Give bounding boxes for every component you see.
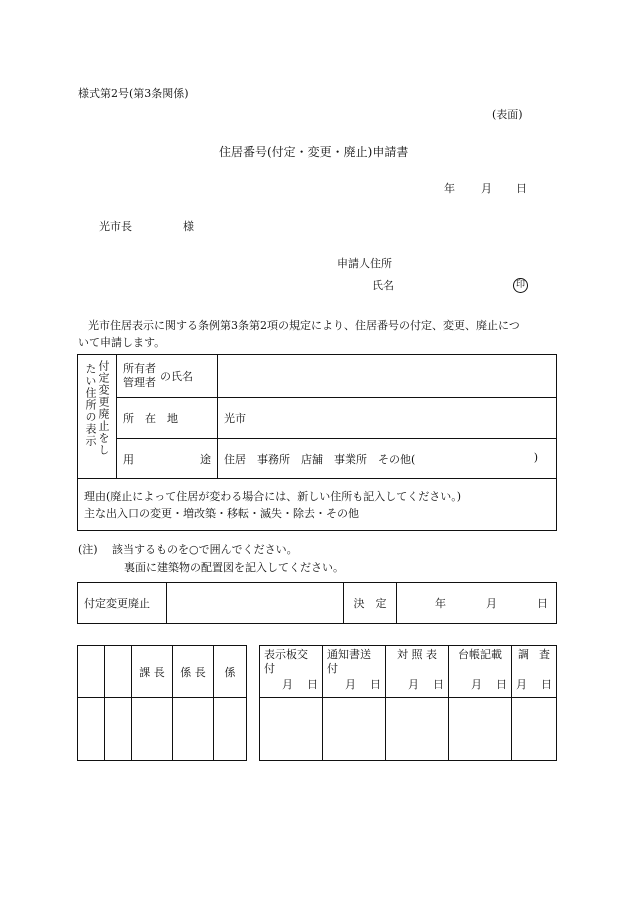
notes-line-2: 裏面に建築物の配置図を記入してください。 [124,561,344,574]
reason-line-2: 主な出入口の変更・増改築・移転・滅失・除去・その他 [84,506,359,520]
decision-label-cell [344,583,397,624]
process-col-2-label: 通知書送付 [327,648,371,675]
process-stamp-1[interactable] [260,698,323,761]
location-value: 光市 [224,412,246,425]
applicant-name-label: 氏名 [372,279,394,292]
process-col-4-label: 台帳記載 [458,648,502,661]
owner-label-manager: 管理者 [123,376,156,389]
process-stamp-4[interactable] [449,698,512,761]
process-col-4 [449,646,512,698]
vertical-label-a: 付定変更廃止をし [97,359,110,456]
date-month: 月 [481,182,492,195]
body-text-line-1: 光市住居表示に関する条例第3条第2項の規定により、住居番号の付定、変更、廃止につ [88,319,520,332]
process-col-1-day: 日 [307,678,318,691]
process-col-5-label-a: 調 [518,648,529,661]
approval-header-blank-1 [78,646,105,698]
body-text-line-2: いて申請します。 [78,336,166,349]
use-label-cell [117,439,218,479]
process-col-3-label: 対 照 表 [397,648,437,661]
section-chief-stamp[interactable] [132,698,173,761]
form-number: 様式第2号(第3条関係) [78,87,189,100]
staff-label: 係 [224,665,236,679]
process-table [259,645,557,761]
owner-value-cell[interactable] [218,355,557,398]
subsection-chief-stamp[interactable] [173,698,214,761]
location-value-cell[interactable] [218,398,557,439]
process-stamp-2[interactable] [323,698,386,761]
decision-label: 決 定 [353,597,387,610]
process-col-4-day: 日 [496,678,507,691]
mayor-label: 光市長 [99,220,132,233]
decision-month: 月 [486,597,497,610]
process-col-2-month: 月 [345,678,356,691]
owner-label-cell [117,355,218,398]
decision-table [77,582,557,624]
decision-date-cell[interactable] [397,583,557,624]
section-chief-header [132,646,173,698]
notes-label: (注) [78,543,98,556]
approval-stamp-2[interactable] [105,698,132,761]
decision-year: 年 [435,597,446,610]
process-stamp-3[interactable] [386,698,449,761]
use-options: 住居 事務所 店舗 事業所 その他( [224,452,416,466]
owner-label-owner: 所有者 [123,362,156,375]
owner-label-name: の氏名 [160,370,193,383]
decision-type-value-cell[interactable] [167,583,344,624]
section-chief-label: 課 長 [139,665,165,679]
process-col-1-label: 表示板交付 [264,648,308,675]
notes-line-1: 該当するものを○で囲んでください。 [112,543,298,556]
use-options-cell[interactable] [218,439,557,479]
decision-type-label-cell [78,583,167,624]
address-header-cell [78,355,117,479]
vertical-label-b: たい住所の表示 [84,362,97,447]
location-label-cell [117,398,218,439]
reason-line-1: 理由(廃止によって住居が変わる場合には、新しい住所も記入してください。) [84,489,462,503]
date-day: 日 [516,182,527,195]
use-label: 用 [123,452,134,466]
approval-stamp-1[interactable] [78,698,105,761]
process-col-5 [512,646,557,698]
use-label-end: 途 [200,452,211,466]
sama-label: 様 [183,220,194,233]
applicant-address-label: 申請人住所 [337,257,392,270]
process-col-1 [260,646,323,698]
reason-cell[interactable] [78,479,557,531]
process-col-3 [386,646,449,698]
process-col-3-month: 月 [408,678,419,691]
process-col-5-month: 月 [516,678,527,691]
seal-mark [513,277,528,293]
process-col-5-day: 日 [541,678,552,691]
subsection-chief-label: 係 長 [180,665,206,679]
approval-table [77,645,247,761]
date-year: 年 [444,182,455,195]
decision-type-label: 付定変更廃止 [84,597,150,610]
process-col-2-day: 日 [370,678,381,691]
process-stamp-5[interactable] [512,698,557,761]
address-table [77,354,557,531]
use-close: ) [533,450,538,464]
side-label: (表面) [492,108,523,121]
staff-stamp[interactable] [214,698,247,761]
subsection-chief-header [173,646,214,698]
location-label: 所 在 地 [123,412,178,425]
process-col-5-label-b: 査 [539,648,550,661]
approval-header-blank-2 [105,646,132,698]
seal-icon: 印 [513,278,528,293]
process-col-3-day: 日 [433,678,444,691]
process-col-1-month: 月 [282,678,293,691]
staff-header [214,646,247,698]
decision-day: 日 [537,597,548,610]
page-title: 住居番号(付定・変更・廃止)申請書 [219,145,409,159]
process-col-4-month: 月 [471,678,482,691]
process-col-2 [323,646,386,698]
